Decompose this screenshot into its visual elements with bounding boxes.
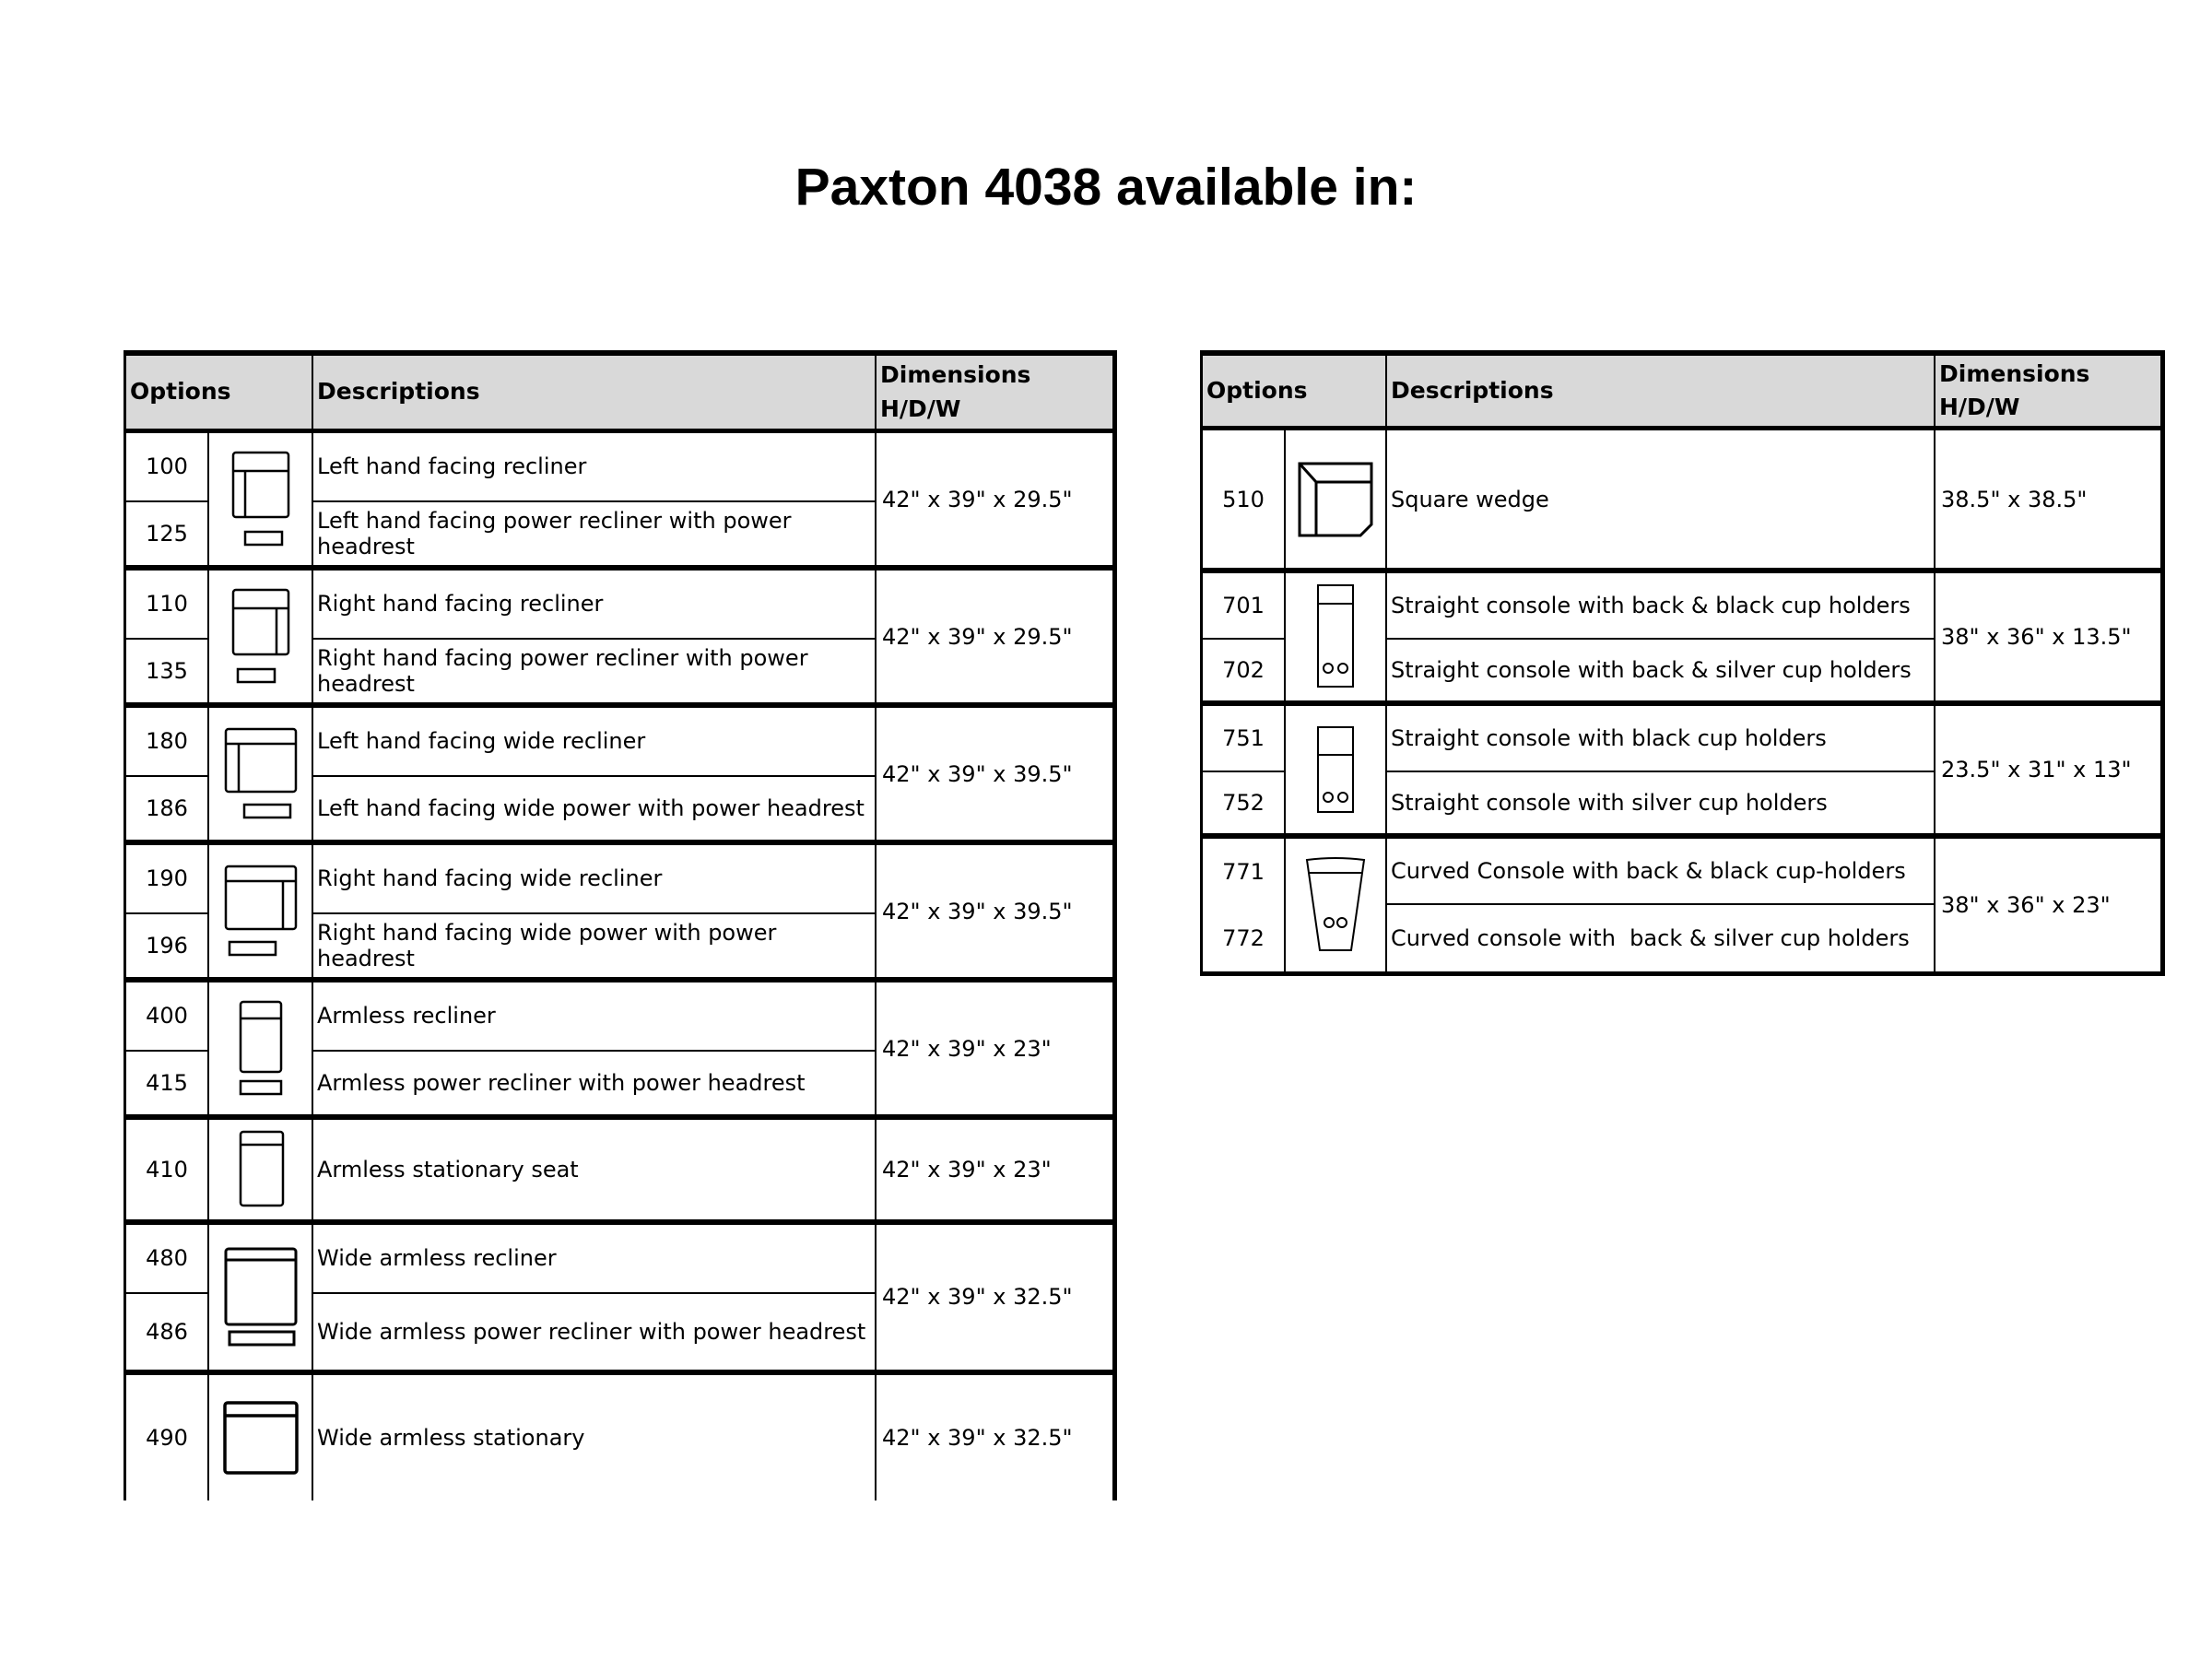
option-code: 196 [126, 914, 209, 983]
option-code: 510 [1203, 430, 1286, 573]
option-description: Right hand facing recliner [313, 571, 877, 640]
option-code: 190 [126, 845, 209, 914]
wide-armless-stationary-icon [209, 1375, 313, 1500]
curved-console-icon [1286, 839, 1387, 971]
option-code: 751 [1203, 706, 1286, 772]
option-description: Right hand facing wide recliner [313, 845, 877, 914]
option-dimensions: 23.5" x 31" x 13" [1936, 706, 2160, 839]
option-description: Wide armless recliner [313, 1225, 877, 1294]
option-dimensions: 42" x 39" x 23" [877, 1120, 1112, 1225]
option-dimensions: 42" x 39" x 32.5" [882, 1424, 1073, 1451]
option-code: 702 [1203, 640, 1286, 706]
option-code: 771 [1203, 839, 1286, 905]
option-description: Straight console with silver cup holders [1387, 772, 1936, 839]
descriptions-header: Descriptions [1387, 356, 1936, 430]
option-description: Right hand facing wide power with power headrest [313, 914, 877, 983]
option-description: Square wedge [1387, 430, 1936, 573]
dimensions-header: Dimensions H/D/W [877, 356, 1112, 433]
dimensions-header: Dimensions H/D/W [1936, 356, 2160, 430]
left-facing-recliner-icon [209, 433, 313, 571]
option-code: 180 [126, 708, 209, 777]
console-with-back-icon [1286, 573, 1387, 706]
option-code: 186 [126, 777, 209, 846]
option-code: 772 [1203, 905, 1286, 971]
option-dimensions: 38.5" x 38.5" [1936, 430, 2160, 573]
option-dimensions: 42" x 39" x 32.5" [877, 1225, 1112, 1375]
option-description: Left hand facing power recliner with power headrest [313, 502, 877, 571]
option-description: Left hand facing recliner [313, 433, 877, 502]
option-dimensions: 42" x 39" x 29.5" [877, 571, 1112, 708]
option-description: Left hand facing wide recliner [313, 708, 877, 777]
descriptions-header: Descriptions [313, 356, 877, 433]
option-description: Wide armless power recliner with power headrest [313, 1294, 877, 1375]
armless-stationary-seat-icon [209, 1120, 313, 1225]
option-code: 701 [1203, 573, 1286, 640]
option-code: 410 [126, 1120, 209, 1225]
page-title: Paxton 4038 available in: [794, 158, 1418, 217]
options-header: Options [126, 356, 313, 433]
option-dimensions: 42" x 39" x 39.5" [877, 708, 1112, 845]
option-dimensions: 38" x 36" x 13.5" [1936, 573, 2160, 706]
option-code: 125 [126, 502, 209, 571]
option-dimensions: 42" x 39" x 29.5" [877, 433, 1112, 571]
option-code: 486 [126, 1294, 209, 1375]
right-facing-recliner-icon [209, 571, 313, 708]
left-options-table [124, 350, 1117, 1500]
armless-recliner-icon [209, 982, 313, 1120]
right-facing-wide-recliner-icon [209, 845, 313, 982]
left-facing-wide-recliner-icon [209, 708, 313, 845]
option-code: 415 [126, 1052, 209, 1121]
option-code: 480 [126, 1225, 209, 1294]
option-description: Curved console with back & silver cup holders [1387, 905, 1936, 971]
option-code: 752 [1203, 772, 1286, 839]
square-wedge-icon [1286, 430, 1387, 573]
option-description: Straight console with black cup holders [1387, 706, 1936, 772]
option-description: Curved Console with back & black cup-holders [1387, 839, 1936, 905]
option-description: Straight console with back & silver cup holders [1387, 640, 1936, 706]
option-code: 490 [126, 1375, 209, 1500]
options-header: Options [1203, 356, 1387, 430]
straight-console-icon [1286, 706, 1387, 839]
option-dimensions: 42" x 39" x 23" [877, 982, 1112, 1120]
option-description: Wide armless stationary [313, 1375, 877, 1500]
option-description: Armless stationary seat [313, 1120, 877, 1225]
option-code: 400 [126, 982, 209, 1052]
right-options-table [1200, 350, 2165, 976]
option-code: 110 [126, 571, 209, 640]
option-code: 100 [126, 433, 209, 502]
wide-armless-recliner-icon [209, 1225, 313, 1375]
option-description: Armless recliner [313, 982, 877, 1052]
option-dimensions: 42" x 39" x 39.5" [877, 845, 1112, 982]
option-description: Left hand facing wide power with power headrest [313, 777, 877, 846]
option-description: Straight console with back & black cup holders [1387, 573, 1936, 640]
option-dimensions: 38" x 36" x 23" [1941, 892, 2111, 918]
option-description: Right hand facing power recliner with power headrest [313, 640, 877, 709]
option-description: Armless power recliner with power headrest [313, 1052, 877, 1121]
option-code: 135 [126, 640, 209, 709]
